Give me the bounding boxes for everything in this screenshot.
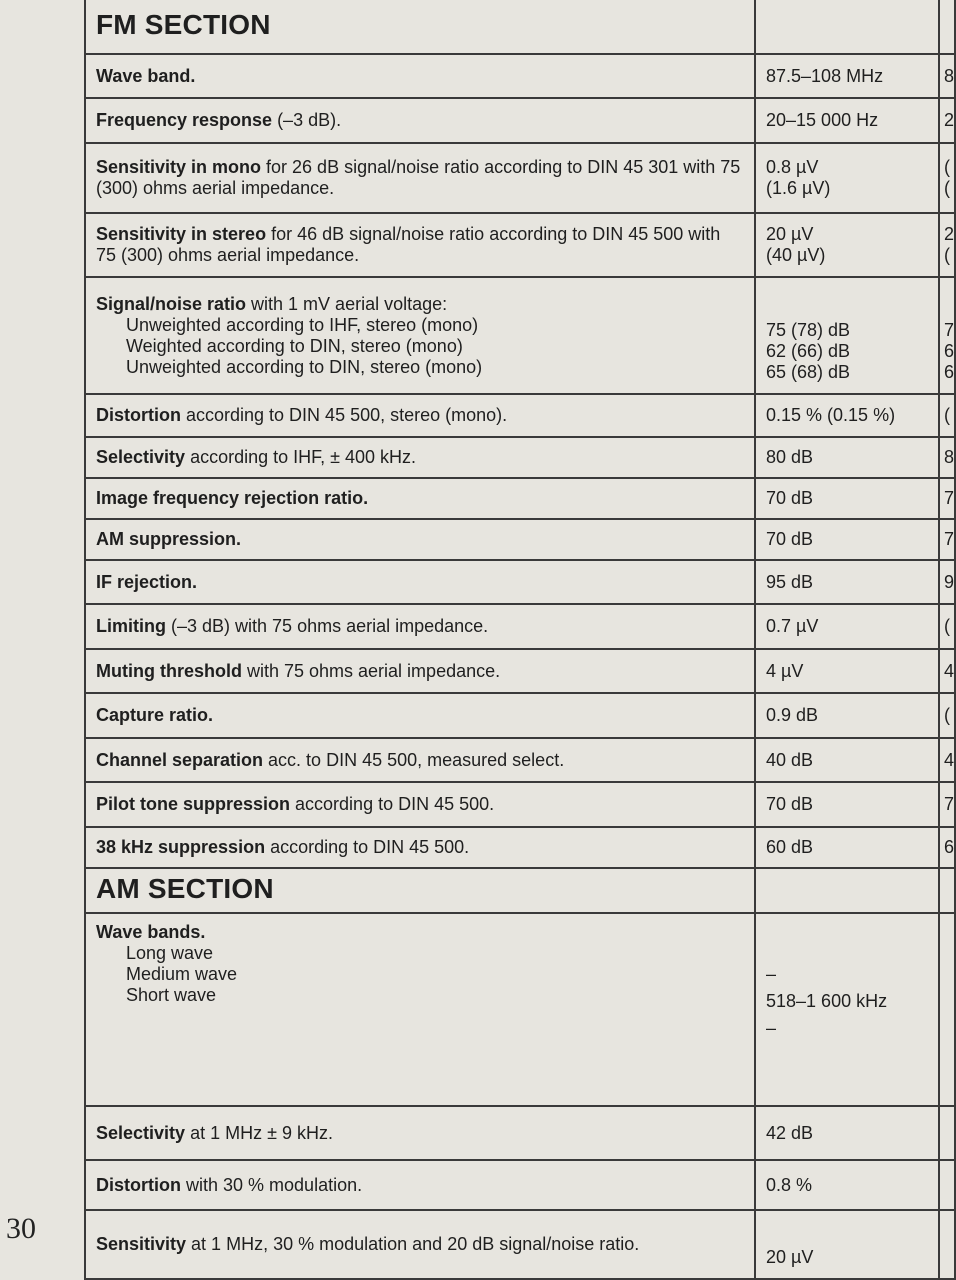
spec-extra-value: ( (939, 604, 955, 649)
spec-extra-value: ( (939, 693, 955, 738)
spec-value: 60 dB (755, 827, 939, 868)
spec-row-if-rejection (85, 560, 955, 604)
spec-value: 0.7 µV (755, 604, 939, 649)
am-section-header-row (85, 868, 955, 913)
spec-label: Limiting (–3 dB) with 75 ohms aerial impedance. (85, 604, 755, 649)
spec-extra-value: 8 (939, 54, 955, 98)
spec-value: 40 dB (755, 738, 939, 782)
spec-row-capture-ratio (85, 693, 955, 738)
spec-label: Image frequency rejection ratio. (85, 478, 755, 519)
spec-extra-value: 2 ( (939, 213, 955, 277)
spec-row-wave-bands (85, 913, 955, 1106)
spec-extra-value: ( (939, 394, 955, 437)
spec-label: Signal/noise ratio with 1 mV aerial voltage: Unweighted according to IHF, stereo (mono) Weighted according to DIN, stereo (mono) Unweighted according to DIN, stereo (mono) (85, 277, 755, 394)
spec-value: 87.5–108 MHz (755, 54, 939, 98)
spec-extra-value: 4 (939, 649, 955, 693)
spec-row-am-suppression (85, 519, 955, 560)
spec-value: 20 µV (755, 1210, 939, 1279)
spec-row-limiting (85, 604, 955, 649)
spec-row-38khz-suppression (85, 827, 955, 868)
spec-row-pilot-tone-suppression (85, 782, 955, 827)
spec-row-am-sensitivity (85, 1210, 955, 1279)
spec-label: Frequency response (–3 dB). (85, 98, 755, 143)
spec-label: Sensitivity at 1 MHz, 30 % modulation and 20 dB signal/noise ratio. (85, 1210, 755, 1279)
spec-row-sensitivity-stereo (85, 213, 955, 277)
spec-label: Pilot tone suppression according to DIN 45 500. (85, 782, 755, 827)
spec-label: Wave bands. Long wave Medium wave Short wave (85, 913, 755, 1106)
fm-section-header-row (85, 0, 955, 54)
spec-row-muting-threshold (85, 649, 955, 693)
spec-row-am-selectivity (85, 1106, 955, 1160)
spec-row-sensitivity-mono (85, 143, 955, 213)
spec-row-am-distortion (85, 1160, 955, 1210)
spec-label: AM suppression. (85, 519, 755, 560)
spec-row-image-frequency-rejection (85, 478, 955, 519)
spec-label: IF rejection. (85, 560, 755, 604)
spec-value: – 518–1 600 kHz – (755, 913, 939, 1106)
spec-label: 38 kHz suppression according to DIN 45 500. (85, 827, 755, 868)
spec-label: Capture ratio. (85, 693, 755, 738)
spec-row-wave-band (85, 54, 955, 98)
spec-extra-value: 7 (939, 782, 955, 827)
spec-value: 42 dB (755, 1106, 939, 1160)
page-number: 30 (6, 1212, 36, 1245)
spec-value: 0.9 dB (755, 693, 939, 738)
spec-extra-value: ( ( (939, 143, 955, 213)
spec-value: 20 µV (40 µV) (755, 213, 939, 277)
spec-label: Channel separation acc. to DIN 45 500, measured select. (85, 738, 755, 782)
specification-table (84, 0, 956, 1280)
spec-value: 70 dB (755, 782, 939, 827)
spec-label: Distortion according to DIN 45 500, stereo (mono). (85, 394, 755, 437)
spec-label: Selectivity according to IHF, ± 400 kHz. (85, 437, 755, 478)
spec-value: 70 dB (755, 478, 939, 519)
fm-section-title: FM SECTION (85, 0, 755, 54)
spec-row-channel-separation (85, 738, 955, 782)
spec-extra-value: 7 6 6 (939, 277, 955, 394)
spec-row-distortion (85, 394, 955, 437)
spec-label: Sensitivity in stereo for 46 dB signal/noise ratio according to DIN 45 500 with 75 (300) ohms aerial impedance. (85, 213, 755, 277)
spec-label: Muting threshold with 75 ohms aerial impedance. (85, 649, 755, 693)
spec-label: Wave band. (85, 54, 755, 98)
spec-label: Distortion with 30 % modulation. (85, 1160, 755, 1210)
spec-row-signal-noise-ratio (85, 277, 955, 394)
spec-label: Sensitivity in mono for 26 dB signal/noise ratio according to DIN 45 301 with 75 (300) ohms aerial impedance. (85, 143, 755, 213)
spec-extra-value: 9 (939, 560, 955, 604)
spec-extra-value: 6 (939, 827, 955, 868)
spec-value: 80 dB (755, 437, 939, 478)
am-section-title: AM SECTION (85, 868, 755, 913)
spec-value: 4 µV (755, 649, 939, 693)
spec-extra-value: 8 (939, 437, 955, 478)
spec-value: 0.8 µV (1.6 µV) (755, 143, 939, 213)
spec-extra-value: 2 (939, 98, 955, 143)
spec-value: 75 (78) dB 62 (66) dB 65 (68) dB (755, 277, 939, 394)
spec-value: 0.15 % (0.15 %) (755, 394, 939, 437)
spec-row-frequency-response (85, 98, 955, 143)
spec-value: 20–15 000 Hz (755, 98, 939, 143)
spec-extra-value: 7 (939, 478, 955, 519)
spec-label: Selectivity at 1 MHz ± 9 kHz. (85, 1106, 755, 1160)
spec-value: 0.8 % (755, 1160, 939, 1210)
spec-extra-value: 7 (939, 519, 955, 560)
spec-extra-value: 4 (939, 738, 955, 782)
spec-value: 70 dB (755, 519, 939, 560)
spec-row-selectivity (85, 437, 955, 478)
spec-value: 95 dB (755, 560, 939, 604)
